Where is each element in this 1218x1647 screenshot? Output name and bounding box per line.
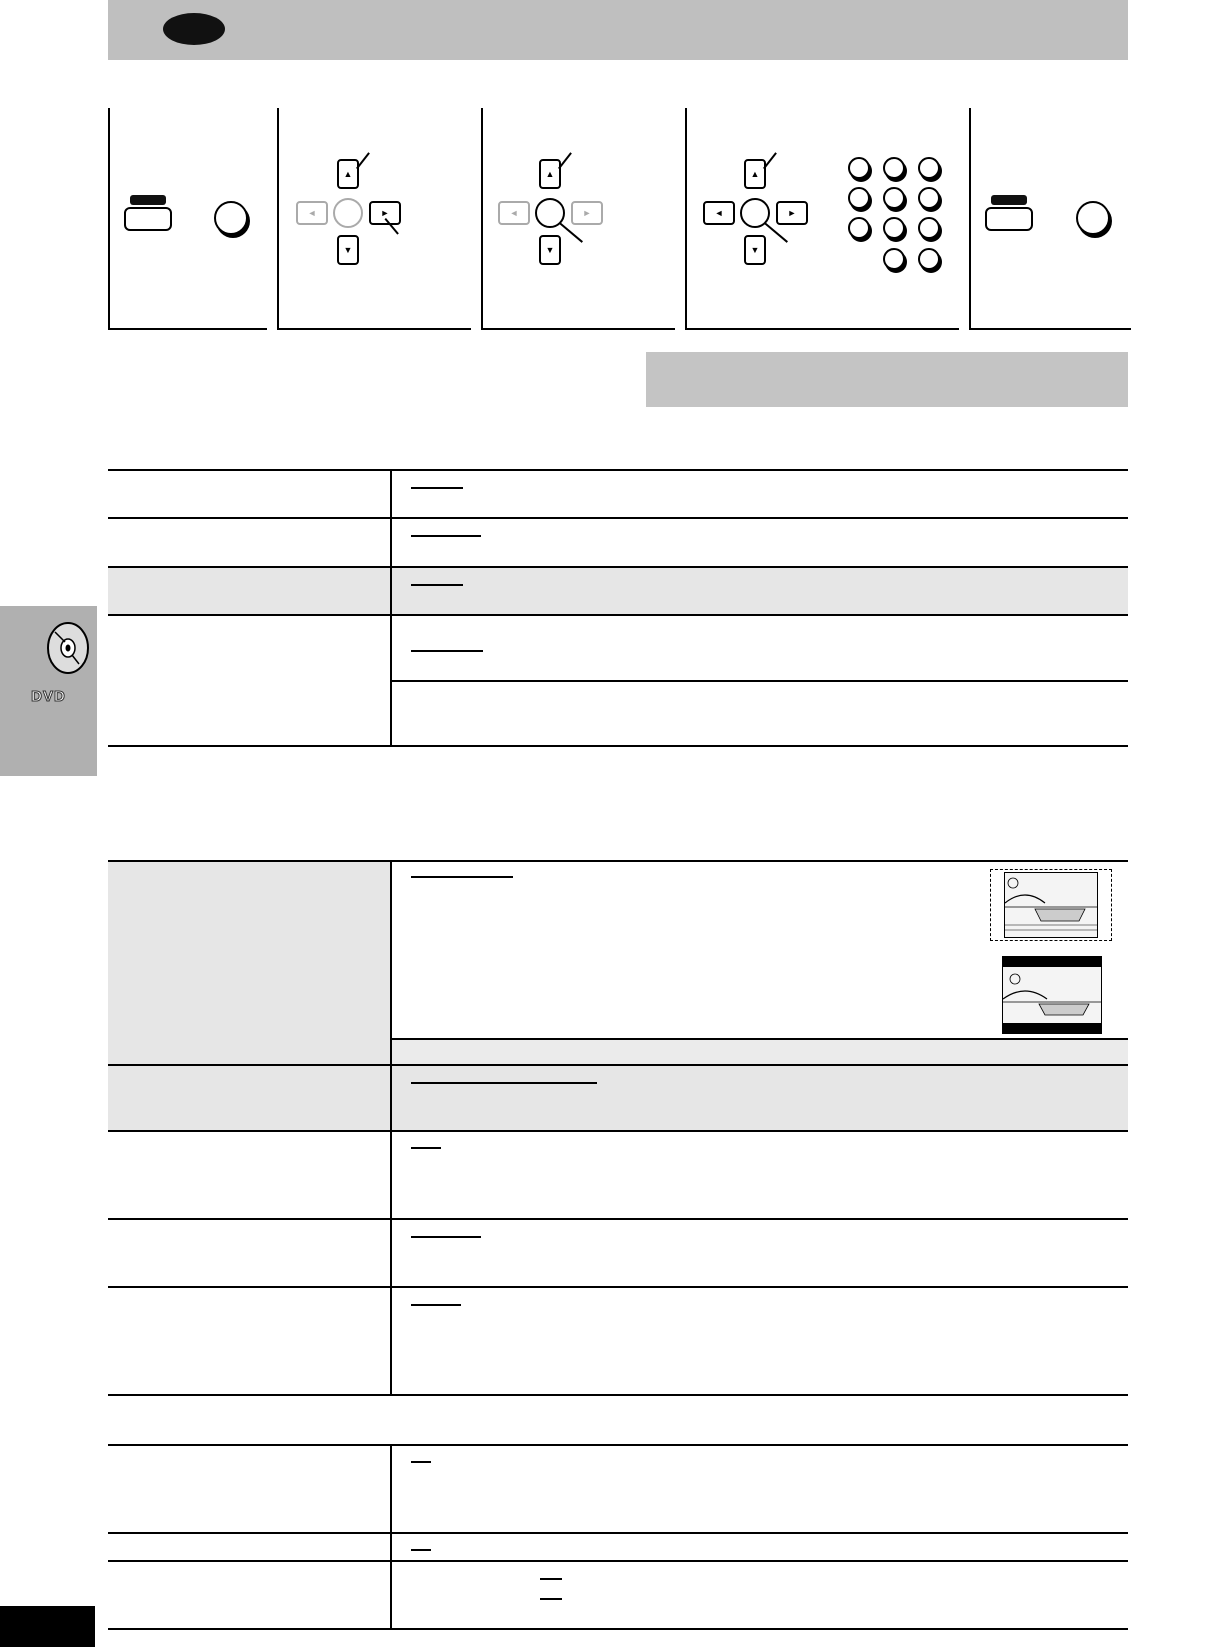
up-arrow-icon[interactable]: ▲: [337, 159, 359, 189]
side-tab-label: DVD: [31, 688, 66, 705]
table-cell-shaded: [391, 1038, 1128, 1064]
table-divider: [390, 1444, 392, 1629]
table-rule: [108, 1218, 1128, 1220]
table-rule: [108, 860, 1128, 862]
default-underline: [411, 1461, 431, 1463]
table-rule: [391, 680, 1128, 682]
setup-button[interactable]: [124, 207, 172, 231]
table-rule: [108, 1444, 1128, 1446]
disc-icon: [45, 618, 91, 674]
default-underline: [411, 1549, 431, 1551]
table-row-shaded: [108, 566, 1128, 614]
default-underline: [411, 535, 481, 537]
down-arrow-icon[interactable]: ▼: [539, 235, 561, 265]
number-key[interactable]: [883, 157, 905, 179]
table-divider: [390, 469, 392, 746]
left-arrow-icon[interactable]: ◄: [703, 201, 735, 225]
button-indicator: [130, 195, 166, 205]
return-button[interactable]: [214, 201, 248, 235]
number-key[interactable]: [848, 217, 870, 239]
table-rule: [108, 1560, 1128, 1562]
down-arrow-icon[interactable]: ▼: [337, 235, 359, 265]
default-underline: [411, 487, 463, 489]
table-divider: [390, 860, 392, 1395]
left-arrow-icon[interactable]: ◄: [498, 201, 530, 225]
language-badge: [163, 13, 225, 45]
down-arrow-icon[interactable]: ▼: [744, 235, 766, 265]
number-key[interactable]: [848, 157, 870, 179]
section-heading-box: [646, 352, 1128, 407]
right-arrow-icon[interactable]: ►: [571, 201, 603, 225]
default-underline: [411, 1082, 597, 1084]
button-indicator: [991, 195, 1027, 205]
number-key[interactable]: [883, 248, 905, 270]
default-underline: [411, 584, 463, 586]
enter-button[interactable]: [333, 198, 363, 228]
table-rule: [108, 566, 1128, 568]
default-underline: [411, 650, 483, 652]
letterbox-thumbnail: [1002, 956, 1102, 1034]
number-key[interactable]: [918, 248, 940, 270]
default-underline: [540, 1578, 562, 1580]
number-key[interactable]: [883, 187, 905, 209]
table-rule: [391, 1038, 1128, 1040]
table-rule: [108, 517, 1128, 519]
right-arrow-icon[interactable]: ►: [776, 201, 808, 225]
number-key[interactable]: [918, 157, 940, 179]
table-rule: [108, 1064, 1128, 1066]
table-rule: [108, 469, 1128, 471]
header-bar: [108, 0, 1128, 60]
table-rule: [108, 1532, 1128, 1534]
right-arrow-icon[interactable]: ►: [369, 201, 401, 225]
default-underline: [411, 1147, 441, 1149]
default-underline: [411, 1304, 461, 1306]
left-arrow-icon[interactable]: ◄: [296, 201, 328, 225]
up-arrow-icon[interactable]: ▲: [539, 159, 561, 189]
table-rule: [108, 1394, 1128, 1396]
setup-button[interactable]: [985, 207, 1033, 231]
number-key[interactable]: [883, 217, 905, 239]
up-arrow-icon[interactable]: ▲: [744, 159, 766, 189]
table-rule: [108, 614, 1128, 616]
table-rule: [108, 745, 1128, 747]
page-number-block: [0, 1606, 95, 1647]
table-rule: [108, 1286, 1128, 1288]
number-key[interactable]: [918, 217, 940, 239]
number-key[interactable]: [918, 187, 940, 209]
default-underline: [411, 1236, 481, 1238]
number-key[interactable]: [848, 187, 870, 209]
pan-scan-thumbnail: [1004, 872, 1098, 938]
table-rule: [108, 1130, 1128, 1132]
table-cell-shaded: [108, 860, 391, 1130]
default-underline: [540, 1598, 562, 1600]
return-button[interactable]: [1076, 201, 1110, 235]
table-row-shaded: [391, 1064, 1128, 1130]
table-rule: [108, 1628, 1128, 1630]
default-underline: [411, 876, 513, 878]
